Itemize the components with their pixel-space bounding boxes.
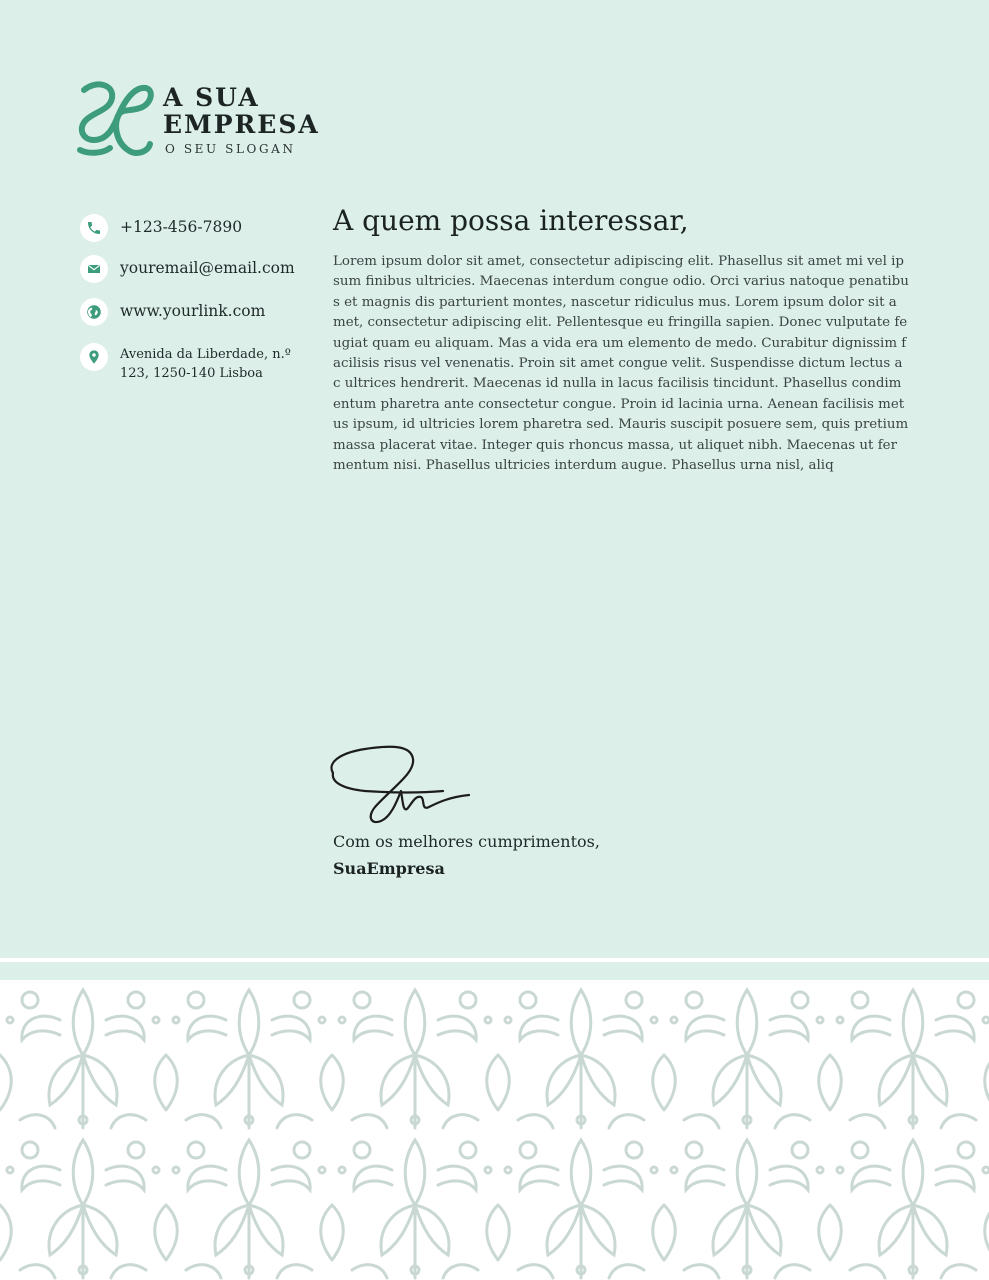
website-url: www.yourlink.com — [120, 302, 266, 320]
letter-body: Lorem ipsum dolor sit amet, consectetur adipiscing elit. Phasellus sit amet mi vel ipsum finibus ultricies. Maecenas interdum congue odio. Orci varius natoque penatibus et magnis dis parturient montes, nascetur ridiculus mus. Lorem ipsum dolor sit amet, consectetur adipiscing elit. Pellentesque eu fringilla sapien. Donec vulputate feugiat quam eu aliquam. Mas a vida era um elemento de medo. Curabitur dignissim facilisis risus vel venenatis. Proin sit amet congue velit. Suspendisse dictum lectus ac ultrices hendrerit. Maecenas id nulla in lacus facilisis tincidunt. Phasellus condimentum pharetra ante consectetur congue. Proin id lacinia urna. Aenean facilisis metus ipsum, id ultricies lorem pharetra sed. Mauris suscipit posuere sem, quis pretium massa placerat vitae. Integer quis rhoncus massa, ut aliquet nibh. Maecenas ut fermentum nisi. Phasellus ultricies interdum augue. Phasellus urna nisl, aliq — [333, 254, 909, 474]
handwritten-signature — [325, 735, 475, 830]
phone-number: +123-456-7890 — [120, 218, 243, 236]
email-address: youremail@email.com — [120, 259, 295, 277]
contact-email — [80, 255, 295, 283]
damask-pattern — [0, 980, 989, 1280]
location-pin-icon — [80, 343, 108, 371]
contact-address — [80, 343, 320, 383]
letter-greeting: A quem possa interessar, — [333, 204, 689, 237]
mail-icon — [80, 255, 108, 283]
signer-name: SuaEmpresa — [333, 859, 445, 878]
globe-icon — [80, 298, 108, 326]
contact-phone — [80, 214, 242, 242]
floral-pattern-graphic — [0, 980, 989, 1280]
logo-icon — [74, 78, 156, 160]
company-slogan: O SEU SLOGAN — [165, 142, 296, 156]
letter-closing: Com os melhores cumprimentos, — [333, 832, 600, 851]
phone-icon — [80, 214, 108, 242]
footer-band — [0, 962, 989, 980]
postal-address: Avenida da Liberdade, n.º 123, 1250-140 Lisboa — [120, 347, 291, 381]
contact-website — [80, 298, 265, 326]
company-name: A SUA EMPRESA — [163, 83, 320, 139]
